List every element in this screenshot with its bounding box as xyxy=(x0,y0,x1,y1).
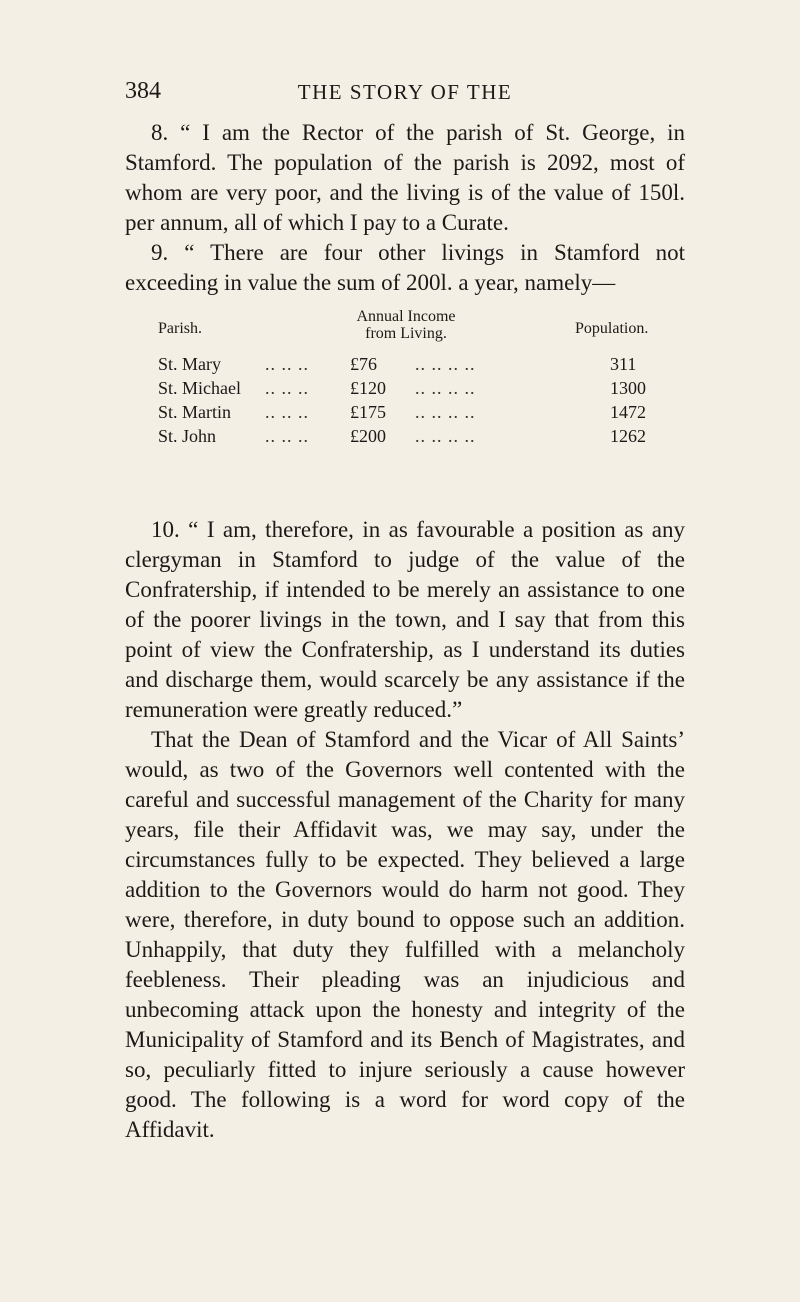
cell-parish: St. John xyxy=(158,426,217,446)
table-row xyxy=(125,376,685,400)
header-income xyxy=(311,308,501,342)
table-row xyxy=(125,400,685,424)
cell-income: £175 xyxy=(350,402,386,422)
cell-population: 311 xyxy=(610,354,637,374)
leader-dots: .. .. .. xyxy=(265,378,309,398)
leader-dots: .. .. .. xyxy=(265,402,309,422)
paragraph-10: 10. “ I am, therefore, in as favourable a position as any clergyman in Stamford to judge of the value of the Confratership, if intended to be merely an assistance to one of the poorer livings in the town, and I say that from this point of view the Confratership, as I understand its duties and discharge them, would scarcely be any assistance if the remuneration were greatly reduced.” xyxy=(125,517,685,722)
body-text-bottom xyxy=(125,515,685,1145)
cell-income: £200 xyxy=(350,426,386,446)
livings-table xyxy=(125,308,685,448)
table-header xyxy=(125,308,685,352)
header-income-line2: from Living. xyxy=(365,325,447,342)
leader-dots: .. .. .. .. xyxy=(415,378,476,398)
running-head: THE STORY OF THE xyxy=(297,80,513,104)
cell-parish: St. Michael xyxy=(158,378,241,398)
leader-dots: .. .. .. xyxy=(265,354,309,374)
header-population: Population. xyxy=(575,320,649,337)
leader-dots: .. .. .. xyxy=(265,426,309,446)
cell-income: £76 xyxy=(350,354,377,374)
cell-parish: St. Mary xyxy=(158,354,221,374)
paragraph-8: 8. “ I am the Rector of the parish of St. George, in Stamford. The population of the parish is 2092, most of whom are very poor, and the living is of the value of 150l. per annum, all of which I pay to a Curate. xyxy=(125,120,685,235)
leader-dots: .. .. .. .. xyxy=(415,426,476,446)
table-row xyxy=(125,352,685,376)
cell-population: 1300 xyxy=(610,378,646,398)
table-row xyxy=(125,424,685,448)
cell-income: £120 xyxy=(350,378,386,398)
page-header xyxy=(125,78,685,108)
leader-dots: .. .. .. .. xyxy=(415,354,476,374)
page-number: 384 xyxy=(125,78,161,104)
body-text-top xyxy=(125,118,685,298)
header-parish: Parish. xyxy=(158,320,202,337)
cell-population: 1262 xyxy=(610,426,646,446)
header-income-line1: Annual Income xyxy=(356,308,456,325)
paragraph-affidavit: That the Dean of Stamford and the Vicar of All Saints’ would, as two of the Governors well contented with the careful and successful management of the Charity for many years, file their Affidavit was, we may say, under the circumstances fully to be expected. They believed a large addition to the Governors would do harm not good. They were, therefore, in duty bound to oppose such an addition. Unhappily, that duty they fulfilled with a melancholy feebleness. Their pleading was an injudicious and unbecoming attack upon the honesty and integrity of the Municipality of Stamford and its Bench of Magistrates, and so, peculiarly fitted to injure seriously a cause however good. The following is a word for word copy of the Affidavit. xyxy=(125,727,685,1142)
paragraph-9: 9. “ There are four other livings in Stamford not exceeding in value the sum of 200l. a year, namely— xyxy=(125,240,685,295)
cell-parish: St. Martin xyxy=(158,402,232,422)
leader-dots: .. .. .. .. xyxy=(415,402,476,422)
cell-population: 1472 xyxy=(610,402,646,422)
